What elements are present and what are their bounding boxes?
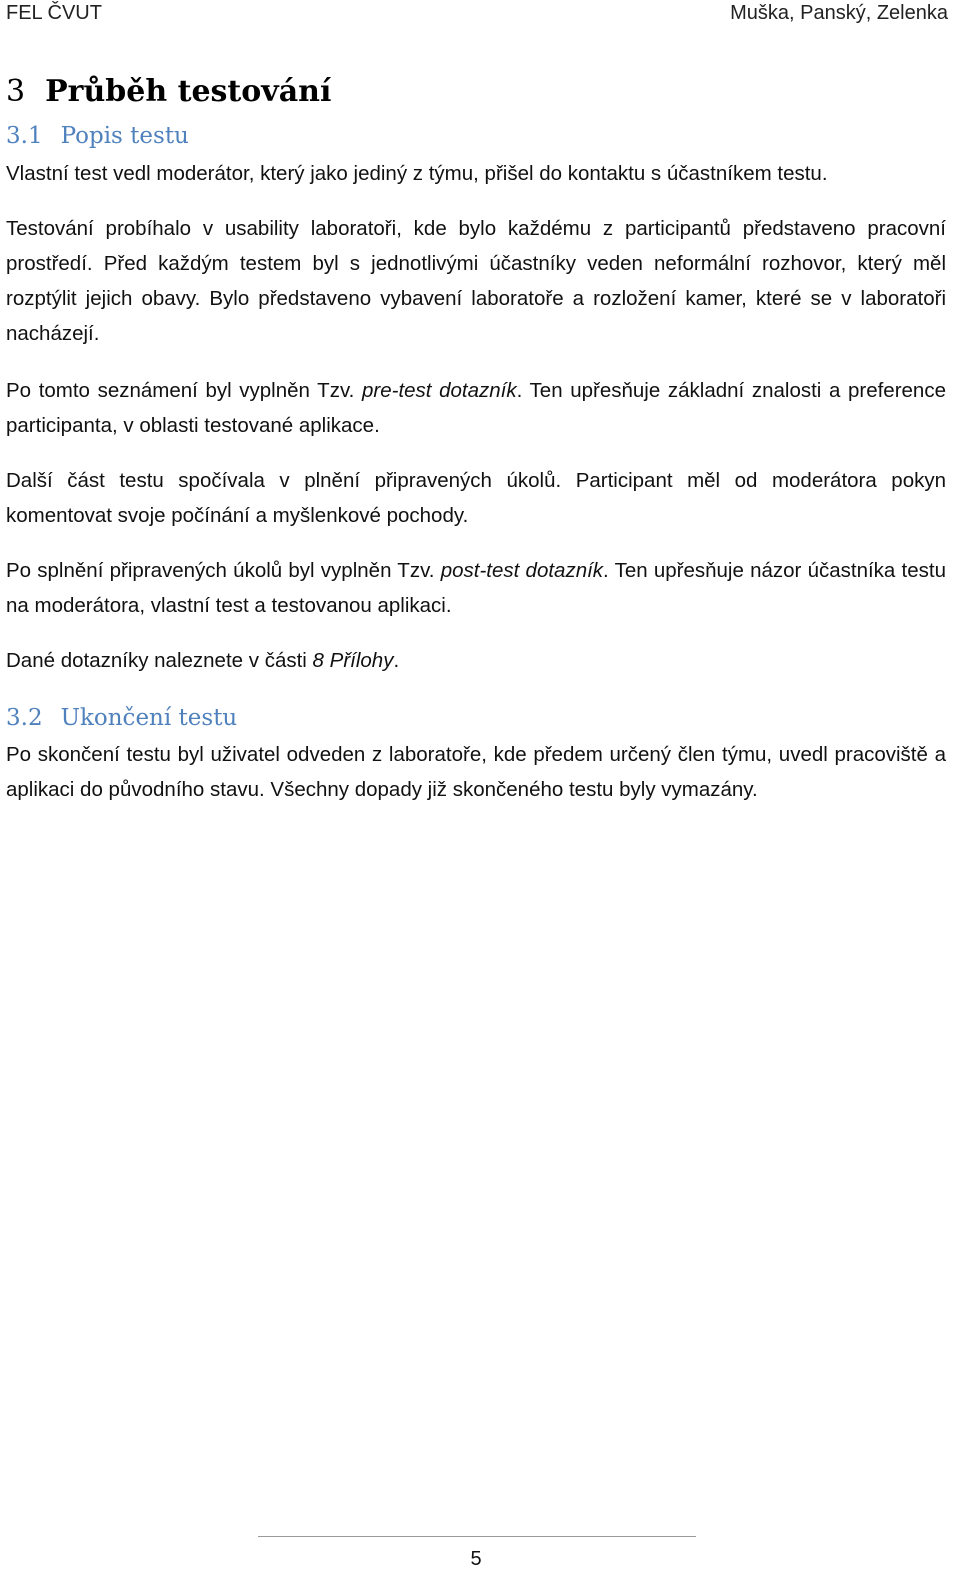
footer-divider [258,1536,696,1537]
page-number: 5 [470,1548,482,1570]
paragraph-text: . Ten upřesňuje základní znalosti a preference participanta, v oblasti testované aplikace. [6,379,946,437]
paragraph-posttest [6,553,946,623]
paragraph-text: Dané dotazníky naleznete v části [6,649,313,672]
paragraph-ending: Po skončení testu byl uživatel odveden z laboratoře, kde předem určený člen týmu, uvedl pracoviště a aplikaci do původního stavu. Všechny dopady již skončeného testu byly vymazány. [6,743,946,801]
paragraph-intro: Vlastní test vedl moderátor, který jako jediný z týmu, přišel do kontaktu s účastníkem testu. [6,162,828,185]
pretest-term: pre-test dotazník [362,379,517,402]
subsection-heading-3-1 [6,120,189,152]
attachments-reference: 8 Přílohy [312,649,394,672]
section-heading [6,72,331,112]
paragraph-text: Po tomto seznámení byl vyplněn Tzv. [6,379,362,402]
subsection-title: Ukončení testu [60,705,238,731]
section-number: 3 [6,74,26,109]
paragraph-text: . [393,649,400,672]
subsection-title: Popis testu [60,123,189,149]
section-title: Průběh testování [45,74,332,109]
paragraph-pretest [6,373,946,443]
paragraph-tasks: Další část testu spočívala v plnění připravených úkolů. Participant měl od moderátora pokyn komentovat svoje počínání a myšlenkové pochody. [6,469,946,527]
subsection-number: 3.2 [6,705,43,731]
header-left: FEL ČVUT [6,2,102,24]
paragraph-text: . Ten upřesňuje názor účastníka testu na moderátora, vlastní test a testovanou aplikaci. [6,559,946,617]
paragraph-attachments [6,643,946,678]
subsection-heading-3-2 [6,702,237,734]
paragraph-lab: Testování probíhalo v usability laboratoři, kde bylo každému z participantů představeno pracovní prostředí. Před každým testem byl s jednotlivými účastníky veden neformální rozhovor, který měl rozptýlit jejich obavy. Bylo představeno vybavení laboratoře a rozložení kamer, které se v laboratoři nacházejí. [6,217,946,345]
subsection-number: 3.1 [6,123,43,149]
header-right: Muška, Panský, Zelenka [730,2,948,24]
posttest-term: post-test dotazník [440,559,604,582]
paragraph-text: Po splnění připravených úkolů byl vyplněn Tzv. [6,559,441,582]
